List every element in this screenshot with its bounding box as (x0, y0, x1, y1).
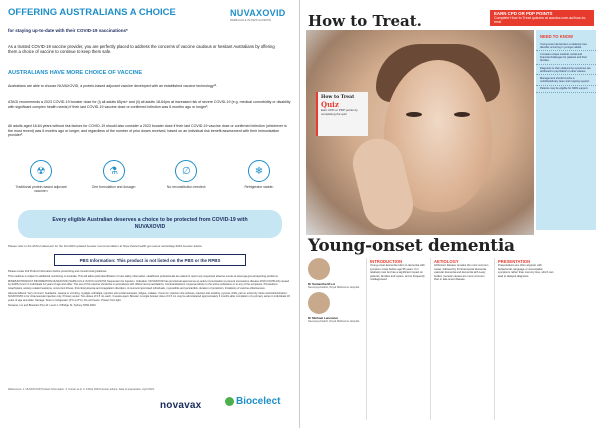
ad-intro: As a trusted COVID-19 vaccine provider, you are perfectly placed to address the concerns of vaccine cautious or hesitant Australians by offering them a choice of vaccine to continue to keep them safe. (8, 44, 275, 55)
author-name: Dr Michael Lancaster (308, 316, 339, 321)
sidebar-item: Young-onset dementia is a relatively rare disorder occurring in younger adults. (536, 41, 596, 51)
feature-item (228, 160, 290, 205)
paragraph-3: All adults aged 18-64 years without risk factors for COVID-19 should also consider a 2023 booster dose if their last COVID-19 vaccine dose or confirmed infection (whichever is the most recent) was 6 months ago or longer, and regardless of the number of prior doses received, based on an individual risk benefit assessment with their immunisation provider³. (8, 124, 287, 138)
adjuvant-icon: ☢ (30, 160, 52, 182)
sidebar-heading: NEED TO KNOW (540, 34, 573, 39)
quiz-badge[interactable] (316, 92, 368, 136)
feature-label: Refrigerator stable¹ (244, 185, 274, 189)
article-title: Young-onset dementia (308, 236, 515, 256)
sidebar-item: Diagnosis is often delayed as symptoms are attributed to psychiatric or other causes. (536, 65, 596, 75)
feature-item (155, 160, 217, 205)
logo-sub: SARS-CoV-2 rS (NVX-CoV2373) (230, 18, 271, 22)
feature-item (10, 160, 72, 205)
fine-print: This medicine is subject to additional monitoring in Australia. This will allow quick identification of new safety information. Healthcare professionals are asked to report any suspected adverse events at www.tga.gov.au/reporting-problems. (8, 275, 279, 278)
left-eye (406, 112, 422, 117)
author-photo (308, 292, 330, 314)
fine-print: Please review Full Product Information before prescribing and consult local guidelines. (8, 270, 108, 273)
fine-print: Adverse Effects: Very common: headache, nausea or vomiting, myalgia, arthralgia, injection site tenderness/pain, fatigue, malaise. Common: injection site redness, injection site swelling, pyrexia, chills, pain in extremity. Dose and Administration: NUVAXOVID is for intramuscular injection only. Primary series: Two doses of 0.5 mL each, 3 weeks apart. Booster: A single booster dose of 0.5 mL may be administered approximately 3 months after completion of a primary series in individuals 18 years of age and older. Storage: Store in refrigerator (2°C to 8°C). Do not freeze. Protect from light. (8, 291, 290, 302)
biocelect-mark-icon (225, 397, 234, 406)
article-column (370, 258, 426, 281)
column-divider (494, 258, 495, 420)
fine-print: Novavax, Inc and Biocelect Pty Ltd. Level 1, 6 Bridge St, Sydney NSW 2000. (8, 303, 97, 307)
atagi-note: Please refer to the ATAGI statement for the full 2023 updated booster recommendation at https://www.health.gov.au/our-work/atagi-2023-booster-advice (8, 244, 202, 248)
need-to-know-box (536, 30, 596, 230)
hero-photo (306, 30, 534, 235)
right-eye (454, 112, 470, 117)
author-photo (308, 258, 330, 280)
biocelect-logo (225, 396, 280, 407)
quiz-line-3: Earn CPD or PDP points by completing the quiz (321, 108, 358, 116)
section-masthead: How to Treat. (308, 12, 422, 30)
paragraph-2: ATAGI recommends a 2023 COVID-19 booster dose for (i) all adults 65yrs+ and (ii) all adults 18-64yrs at increased risk of severe COVID-19 (e.g. medical comorbidity or disability with significant complex health needs) if their last COVID-19 vaccine dose or confirmed infection was 6 months ago or longer³. (8, 100, 291, 109)
author-role: Neuropsychiatrist, Royal Melbourne Hospital (308, 320, 360, 324)
column-divider (430, 258, 431, 420)
column-heading: AETIOLOGY (434, 259, 459, 264)
pbs-information-box: PBS Information: This product is not listed on the PBS or the RPBS (54, 254, 246, 266)
sidebar-item: It creates unique medical, social and financial challenges for patients and their families. (536, 51, 596, 65)
authors (308, 258, 364, 326)
sidebar-item: Management should involve a multidisciplinary team and ongoing support. (536, 75, 596, 85)
column-heading: INTRODUCTION (370, 259, 403, 264)
column-text: Young-onset dementia refers to dementia with symptom onset before age 65 years. It is relatively rare but has a significant impact on patients, families and carers, and is frequently misdiagnosed. (370, 264, 425, 282)
column-text: Presentations are often atypical, with behavioural, language or visuospatial symptoms rather than memory loss, which can lead to delayed diagnosis. (498, 264, 554, 278)
ad-subhead: for staying up-to-date with their COVID-19 vaccinations* (8, 28, 128, 33)
quiz-line-1: How to Treat (321, 95, 355, 100)
feature-label: Traditional protein-based adjuvant vaccine¹² (15, 185, 67, 193)
banner-text: Every eligible Australian deserves a choice to be protected from COVID-19 with NUVAXOVID (52, 217, 248, 230)
feature-icons (10, 160, 290, 205)
column-heading: PRESENTATION (498, 259, 531, 264)
article-column (434, 258, 490, 281)
product-information (8, 270, 292, 309)
feature-item (83, 160, 145, 205)
sidebar-item: Patients may be eligible for NDIS support. (536, 86, 596, 93)
article-column (498, 258, 554, 278)
references: References: 1. NUVAXOVID Product Information. 2. Kumar et al. 3. ATAGI 2023 booster advice. Date of preparation: April 2023. (8, 388, 155, 391)
cpd-sub: Complete How to Treat quizzes at ausdoc.com.au/how-to-treat (494, 16, 587, 25)
feature-label: No reconstitution needed¹ (166, 185, 206, 189)
article-page (300, 0, 600, 428)
ad-headline: OFFERING AUSTRALIANS A CHOICE (8, 7, 176, 18)
no-reconstitution-icon: ∅ (175, 160, 197, 182)
novavax-logo: novavax (160, 400, 202, 411)
section-title: AUSTRALIANS HAVE MORE CHOICE OF VACCINE (8, 70, 143, 76)
author-name: Dr Samantha M Loi (308, 282, 336, 286)
choice-banner (18, 210, 282, 238)
quiz-line-2: Quiz (321, 100, 339, 109)
vial-icon: ⚗ (103, 160, 125, 182)
author-role: Neuropsychiatrist, Royal Melbourne Hospital (308, 286, 360, 289)
column-divider (366, 258, 367, 420)
paragraph-1: Australians are able to choose NUVAXOVID, a protein-based adjuvant vaccine developed with an established vaccine technology¹². (8, 84, 218, 88)
logo-name: NUVAXOVID (230, 8, 286, 18)
feature-label: One formulation and dosage¹ (91, 185, 136, 189)
nuvaxovid-logo (230, 8, 290, 28)
biocelect-name: Biocelect (236, 396, 281, 407)
cpd-banner[interactable] (490, 10, 594, 26)
column-text: Alzheimer disease remains the most common cause, followed by frontotemporal dementia, vascular dementia and dementia with Lewy bodies. Genetic causes are more common than in late-onset disease. (434, 264, 489, 282)
fridge-icon: ❄ (248, 160, 270, 182)
fine-print: MINIMUM PRODUCT INFORMATION NUVAXOVID (SARS-CoV-2 rS NVX-CoV2373) Suspension for injection. Indication: NUVAXOVID has provisional approval as an active immunisation to prevent coronavirus disease 2019 (COVID-19) caused by SARS-CoV-2 in individuals 12 years of age and older. The use of this vaccine should be in accordance with official recommendations. Contraindications: Hypersensitivity to the active substance or to any of the excipients. Precautions: Anaphylaxis, anxiety-related reactions, concurrent illness, thrombocytopenia and coagulation disorders, immunocompromised individuals, myocarditis and pericarditis, duration of protection, limitations of vaccine effectiveness. (8, 280, 289, 290)
cpd-heading: EARN CPD OR PDP POINTS (494, 11, 553, 16)
